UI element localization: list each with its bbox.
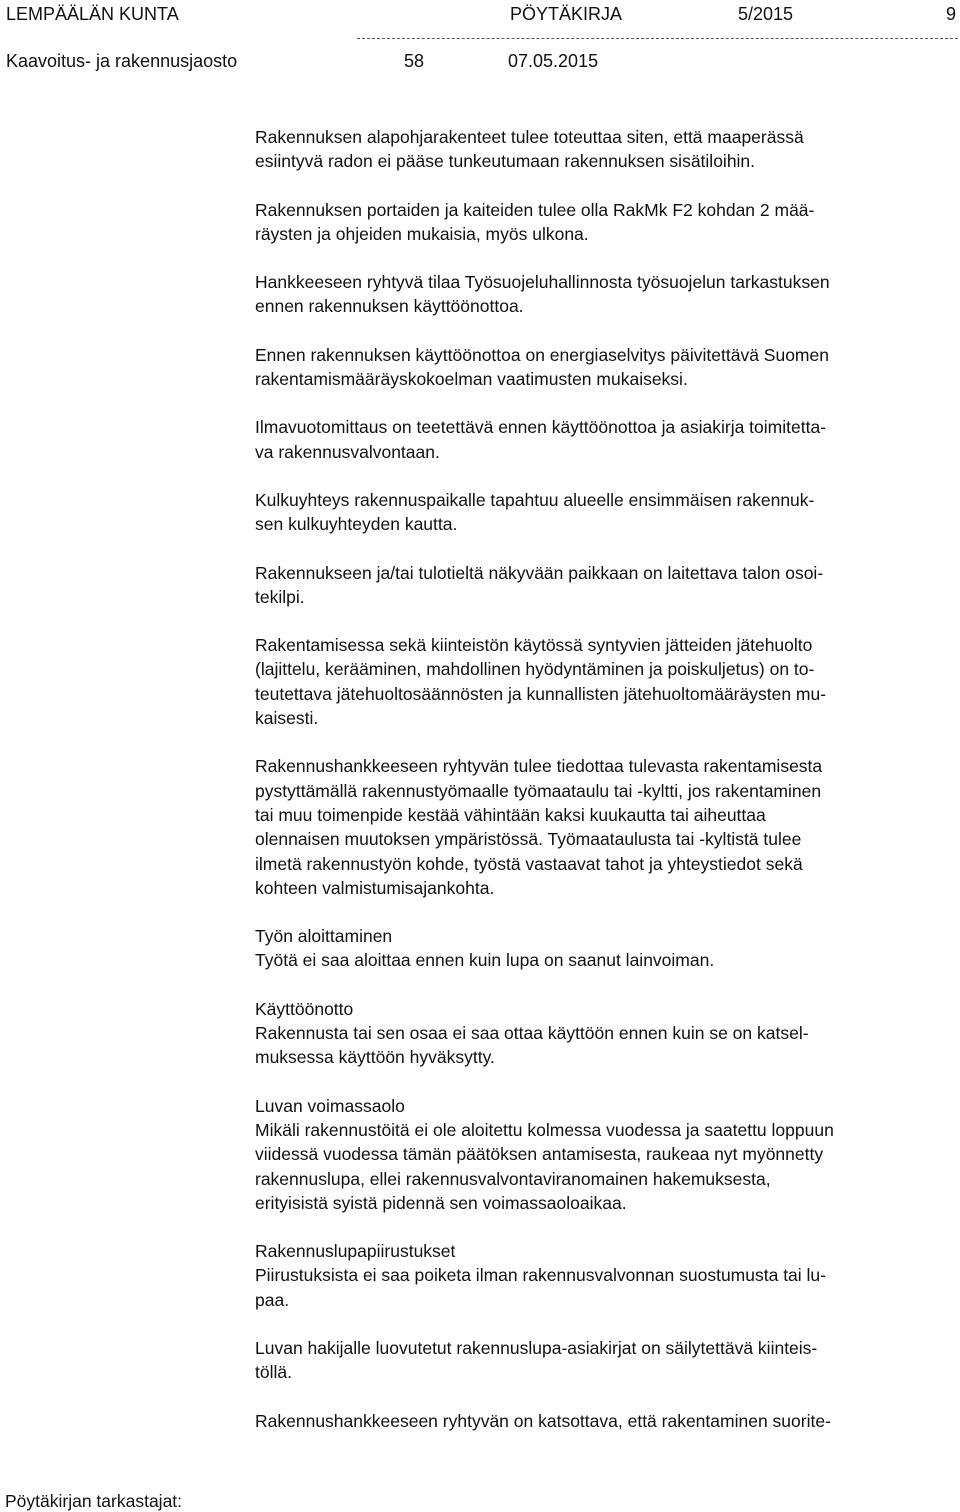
document-body [255,125,955,1457]
paragraph-line: Työn aloittaminen [255,926,393,947]
paragraph-line: olennaisen muutoksen ympäristössä. Työmaataulusta tai -kyltistä tulee [255,829,802,850]
paragraph-line: esiintyvä radon ei pääse tunkeutumaan rakennuksen sisätiloihin. [255,151,756,172]
paragraph-line: Rakennusta tai sen osaa ei saa ottaa käyttöön ennen kuin se on katsel- [255,1023,809,1044]
paragraph-line: teutettava jätehuoltosäännösten ja kunnallisten jätehuoltomääräysten mu- [255,683,827,704]
paragraph-line: pystyttämällä rakennustyömaalle työmaataulu tai -kyltti, jos rakentaminen [255,780,822,801]
paragraph [255,488,955,537]
paragraph-line: Ennen rakennuksen käyttöönottoa on energiaselvitys päivitettävä Suomen [255,344,829,365]
paragraph-line: Rakennuksen portaiden ja kaiteiden tulee olla RakMk F2 kohdan 2 mää- [255,199,815,220]
paragraph-line: Käyttöönotto [255,998,354,1019]
meeting-date: 07.05.2015 [508,51,599,71]
paragraph-line: Piirustuksista ei saa poiketa ilman rakennusvalvonnan suostumusta tai lu- [255,1265,826,1286]
paragraph-line: Työtä ei saa aloittaa ennen kuin lupa on saanut lainvoiman. [255,950,715,971]
paragraph-line: (lajittelu, kerääminen, mahdollinen hyödyntäminen ja poiskuljetus) on to- [255,659,815,680]
committee-name: Kaavoitus- ja rakennusjaosto [6,51,238,71]
paragraph-line: tai muu toimenpide kestää vähintään kaksi kuukautta tai aiheuttaa [255,804,766,825]
paragraph-line: rakentamismääräyskokoelman vaatimusten mukaiseksi. [255,369,688,390]
paragraph [255,633,955,730]
paragraph [255,1239,955,1312]
paragraph [255,1336,955,1385]
paragraph [255,343,955,392]
paragraph [255,1094,955,1215]
paragraph-line: Rakentamisessa sekä kiinteistön käytössä syntyvien jätteiden jätehuolto [255,635,813,656]
paragraph [255,924,955,973]
paragraph-line: Hankkeeseen ryhtyvä tilaa Työsuojeluhallinnosta työsuojelun tarkastuksen [255,272,830,293]
paragraph [255,270,955,319]
paragraph-line: va rakennusvalvontaan. [255,441,440,462]
paragraph-line: räysten ja ohjeiden mukaisia, myös ulkona. [255,223,589,244]
paragraph-line: Rakennuksen alapohjarakenteet tulee toteuttaa siten, että maaperässä [255,127,804,147]
paragraph [255,561,955,610]
paragraph-line: Luvan voimassaolo [255,1095,405,1116]
paragraph-line: ennen rakennuksen käyttöönottoa. [255,296,524,317]
document-number: 5/2015 [738,4,794,24]
paragraph-line: Rakennukseen ja/tai tulotieltä näkyvään paikkaan on laitettava talon osoi- [255,562,824,583]
paragraph-line: Luvan hakijalle luovutetut rakennuslupa-asiakirjat on säilytettävä kiinteis- [255,1337,818,1358]
paragraph [255,125,955,174]
paragraph-line: töllä. [255,1362,292,1383]
paragraph-line: kohteen valmistumisajankohta. [255,877,495,898]
paragraph-line: paa. [255,1289,290,1310]
paragraph [255,415,955,464]
section-number: 58 [404,51,425,71]
paragraph-line: Mikäli rakennustöitä ei ole aloitettu kolmessa vuodessa ja saatettu loppuun [255,1119,834,1140]
paragraph-line: sen kulkuyhteyden kautta. [255,514,458,535]
header-divider [357,38,958,39]
paragraph-line: muksessa käyttöön hyväksytty. [255,1047,495,1068]
paragraph [255,997,955,1070]
paragraph-line: erityisistä syistä pidennä sen voimassaoloaikaa. [255,1192,627,1213]
paragraph [255,754,955,900]
municipality-name: LEMPÄÄLÄN KUNTA [6,4,179,24]
paragraph [255,198,955,247]
paragraph-line: tekilpi. [255,586,305,607]
paragraph-line: Ilmavuotomittaus on teetettävä ennen käyttöönottoa ja asiakirja toimitetta- [255,417,827,438]
paragraph-line: viidessä vuodessa tämän päätöksen antamisesta, raukeaa nyt myönnetty [255,1144,824,1165]
paragraph [255,1409,955,1433]
paragraph-line: Rakennushankkeeseen ryhtyvän on katsottava, että rakentaminen suorite- [255,1410,831,1431]
paragraph-line: kaisesti. [255,708,319,729]
page-number: 9 [946,4,957,24]
paragraph-line: Rakennushankkeeseen ryhtyvän tulee tiedottaa tulevasta rakentamisesta [255,756,823,777]
paragraph-line: ilmetä rakennustyön kohde, työstä vastaavat tahot ja yhteystiedot sekä [255,853,803,874]
document-type: PÖYTÄKIRJA [510,4,623,24]
paragraph-line: Kulkuyhteys rakennuspaikalle tapahtuu alueelle ensimmäisen rakennuk- [255,489,815,510]
paragraph-line: Rakennuslupapiirustukset [255,1241,456,1262]
paragraph-line: rakennuslupa, ellei rakennusvalvontaviranomainen hakemuksesta, [255,1168,771,1189]
footer-reviewers-label: Pöytäkirjan tarkastajat: [5,1491,183,1511]
